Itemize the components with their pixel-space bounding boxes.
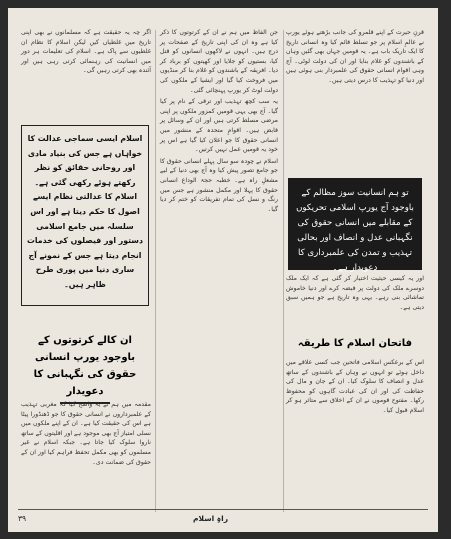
paragraph: اگر چہ یہ حقیقت ہے کہ مسلمانوں نے بھی اپنی تاریخ میں غلطیاں کیں لیکن اسلام کا نظام ان غلطیوں سے پاک ہے۔ اسلام کی تعلیمات ہر دور میں انسانیت کی رہنمائی کرتی رہی ہیں اور آئندہ بھی کرتی رہیں گی۔ (21, 29, 151, 75)
section-subheading: فاتحان اسلام کا طریقہ (297, 338, 413, 349)
pull-quote-left: اسلام ایسی سماجی عدالت کا خواہاں ہے جس کی بنیاد مادی اور روحانی حقائق کو نظر رکھتے ہوئے رکھی گئی ہے۔ اسلام کا عدالتی نظام ایسے اصول کا حکم دیتا ہے اور اس سلسلہ میں جامع اسلامی دستور اور فیصلوں کی خدمات انجام دیتا ہے جس کے نمونے آج ساری دنیا میں پوری طرح ظاہر ہیں۔ (21, 125, 149, 306)
paragraph: اس کے برعکس اسلامی فاتحین جب کسی علاقے میں داخل ہوئے تو انہوں نے وہاں کے باشندوں کے ساتھ عدل و انصاف کا سلوک کیا۔ ان کے جان و مال کی حفاظت کی اور ان کی عبادت گاہوں کو محفوظ رکھا۔ مفتوح قوموں نے ان کے اخلاق سے متاثر ہو کر اسلام قبول کیا۔ (286, 359, 424, 414)
column-right (286, 28, 424, 88)
paragraph: قرنِ حیرت کے اپنے قلمرو کی جانب بڑھتے ہوئے یورپ نے عالمِ اسلام پر جو تسلط قائم کیا وہ انسانی تاریخ کا ایک تاریک باب ہے۔ یہ قومیں جہاں بھی گئیں وہاں کے باشندوں کو غلام بنایا اور ان کی دولت لوٹی۔ آج وہی اقوام انسانی حقوق کی علمبردار بنی ہوئی ہیں اور دنیا کو تہذیب کا درس دیتی ہیں۔ (286, 29, 424, 84)
pull-quote-right: تو ہم انسانیت سوز مظالم کے باوجود آج یورپ اسلامی تحریکوں کے مقابلے میں انسانی حقوق کی نگہبانی عدل و انصاف اور بحالی تہذیب و تمدن کی علمبرداری کا دعویدار ہے۔ (288, 178, 422, 270)
paragraph: جن الفاظ میں ہم نے ان کے کرتوتوں کا ذکر کیا ہے وہ ان کی اپنی تاریخ کے صفحات پر درج ہیں۔ انہوں نے لاکھوں انسانوں کو قتل کیا، بستیوں کو جلایا اور کھیتوں کو برباد کر دیا۔ افریقہ کے باشندوں کو غلام بنا کر منڈیوں میں فروخت کیا گیا اور ایشیا کے ملکوں کی دولت لوٹ کر یورپ پہنچائی گئی۔ (160, 29, 278, 94)
magazine-page (8, 8, 438, 532)
paragraph: اور یہ کیسی حیثیت اختیار کر گئی ہے کہ ایک ملک دوسرے ملک کی دولت پر قبضہ کرے اور دنیا خاموش تماشائی بنی رہے۔ یہی وہ تاریخ ہے جو ہمیں سبق دیتی ہے۔ (286, 275, 424, 311)
column-left (21, 28, 151, 78)
column-divider (155, 30, 156, 512)
page-number: ۳۹ (18, 514, 27, 523)
column-middle (160, 28, 278, 216)
paragraph: مقدمہ میں ہم نے یہ واضح کیا کہ مغربی تہذیب کے علمبرداروں نے انسانی حقوق کا جو ڈھنڈورا پیٹا ہے اس کی حقیقت کیا ہے۔ ان کے اپنے ملکوں میں نسلی امتیاز آج بھی موجود ہے اور اقلیتوں کے ساتھ ناروا سلوک کیا جاتا ہے۔ جبکہ اسلام نے غیر مسلموں کو بھی مکمل تحفظ فراہم کیا اور ان کے حقوق کی ضمانت دی۔ (21, 401, 151, 466)
paragraph: اسلام نے چودہ سو سال پہلے انسانی حقوق کا جو جامع تصور پیش کیا وہ آج بھی دنیا کے لیے مشعلِ راہ ہے۔ خطبہ حجۃ الوداع انسانی حقوق کا پہلا اور مکمل منشور ہے جس میں رنگ و نسل کی تمام تفریقات کو ختم کر دیا گیا۔ (160, 157, 278, 213)
column-left-bottom (21, 400, 151, 469)
column-right-lower (286, 274, 424, 314)
paragraph: یہ سب کچھ تہذیب اور ترقی کے نام پر کیا گیا۔ آج بھی یہی قومیں کمزور ملکوں پر اپنی مرضی مسلط کرتی ہیں اور ان کے وسائل پر قابض ہیں۔ اقوامِ متحدہ کے منشور میں انسانی حقوق کا جو اعلان کیا گیا ہے اس پر خود یہ قومیں عمل نہیں کرتیں۔ (160, 98, 278, 154)
column-divider (283, 30, 284, 512)
column-right-bottom (286, 358, 424, 418)
article-headline (21, 332, 149, 404)
headline-text: ان کالے کرتوتوں کے باوجود یورپ انسانی حقوق کی نگہبانی کا دعویدار (33, 335, 137, 397)
page-footer (18, 509, 428, 526)
magazine-title: راہِ اسلام (193, 514, 229, 523)
